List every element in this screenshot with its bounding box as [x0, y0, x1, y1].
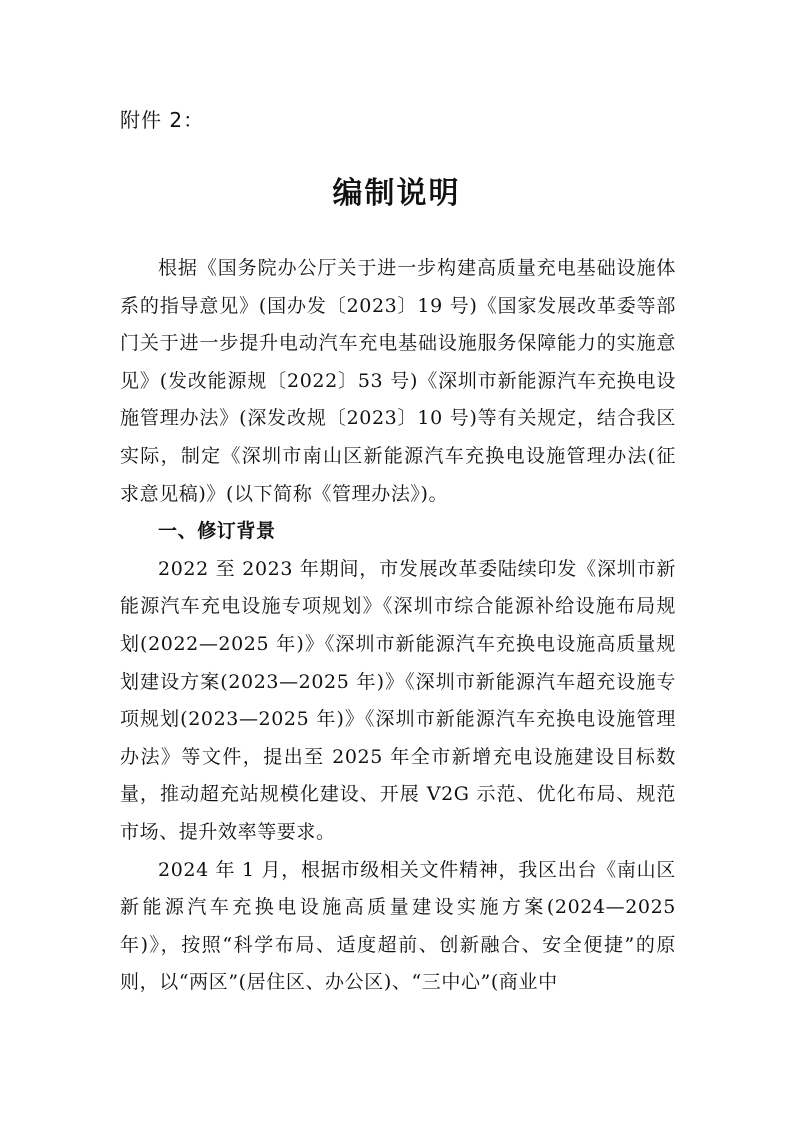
document-body [120, 250, 676, 1002]
document-title: 编制说明 [332, 176, 461, 211]
intro-paragraph: 根据《国务院办公厅关于进一步构建高质量充电基础设施体系的指导意见》(国办发〔2023〕19 号)《国家发展改革委等部门关于进一步提升电动汽车充电基础设施服务保障能力的实施意见》(发改能源规〔2022〕53 号)《深圳市新能源汽车充换电设施管理办法》(深发改规〔2023〕10 号)等有关规定，结合我区实际，制定《深圳市南山区新能源汽车充换电设施管理办法(征求意见稿)》(以下简称《管理办法》)。 [120, 257, 676, 505]
attachment-label: 附件 2： [120, 108, 205, 132]
background-paragraph-1: 2022 至 2023 年期间，市发展改革委陆续印发《深圳市新能源汽车充电设施专项规划》《深圳市综合能源补给设施布局规划(2022—2025 年)》《深圳市新能源汽车充换电设施高质量规划建设方案(2023—2025 年)》《深圳市新能源汽车超充设施专项规划(2023—2025 年)》《深圳市新能源汽车充换电设施管理办法》等文件，提出至 2025 年全市新增充电设施建设目标数量，推动超充站规模化建设、开展 V2G 示范、优化布局、规范市场、提升效率等要求。 [120, 557, 676, 843]
background-paragraph-2: 2024 年 1 月，根据市级相关文件精神，我区出台《南山区新能源汽车充换电设施高质量建设实施方案(2024—2025 年)》，按照“科学布局、适度超前、创新融合、安全便捷”的原则，以“两区”(居住区、办公区)、“三中心”(商业中 [120, 858, 676, 994]
section-heading-revision-background: 一、修订背景 [158, 520, 276, 543]
